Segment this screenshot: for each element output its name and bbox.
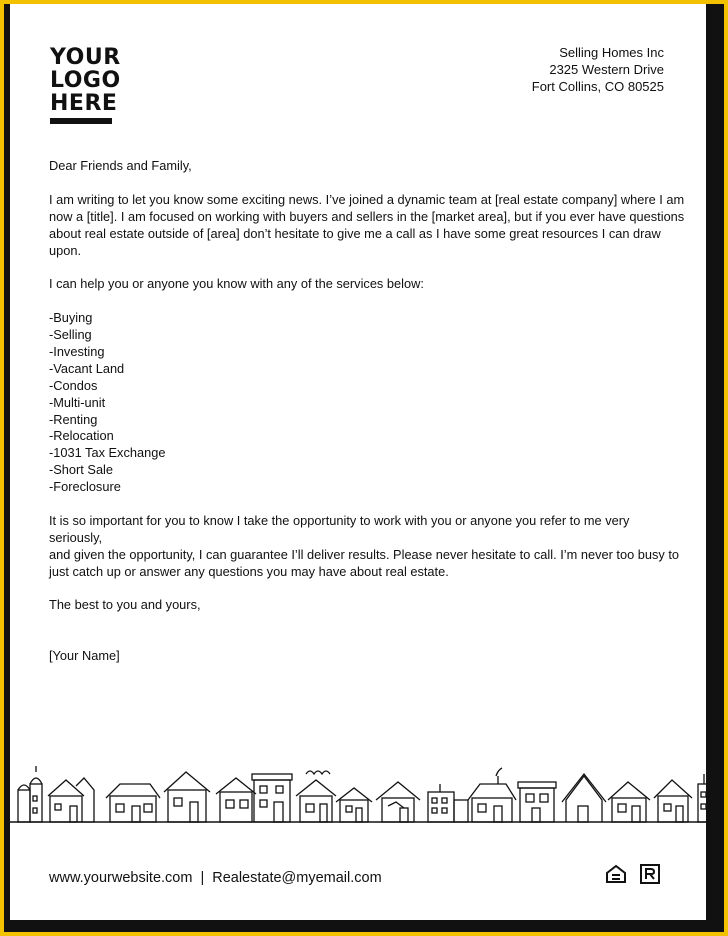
street-address: 2325 Western Drive: [549, 62, 664, 77]
signature-name: [Your Name]: [49, 648, 120, 664]
company-address: [532, 44, 664, 95]
house-drawing: [336, 788, 372, 822]
website-link[interactable]: www.yourwebsite.com: [49, 870, 193, 886]
city-state-zip: Fort Collins, CO 80525: [531, 79, 664, 94]
service-item: -Renting: [49, 411, 98, 427]
service-item: -Relocation: [49, 428, 114, 444]
paragraph-services-lead: I can help you or anyone you know with any of the services below:: [49, 276, 424, 292]
realtor-icon: [640, 864, 660, 884]
closing: The best to you and yours,: [49, 597, 201, 613]
logo-line-2: LOGO: [50, 68, 121, 93]
company-name: Selling Homes Inc: [559, 45, 664, 60]
house-drawing: [654, 780, 692, 822]
house-drawing: [164, 772, 210, 822]
logo-line-1: YOUR: [50, 45, 121, 70]
house-drawing: [48, 778, 94, 822]
house-drawing: [296, 771, 336, 822]
services-list: [49, 310, 685, 496]
equal-housing-icon: [606, 864, 626, 884]
logo-underline: [50, 118, 112, 124]
service-item: -Short Sale: [49, 462, 114, 478]
house-drawing: [698, 774, 714, 822]
contact-footer: [49, 870, 382, 886]
house-drawing: [376, 782, 420, 822]
paragraph-commitment: [49, 513, 685, 581]
email-link[interactable]: Realestate@myemail.com: [212, 870, 382, 886]
service-item: -Foreclosure: [49, 479, 121, 495]
house-drawing: [428, 784, 468, 822]
letter-body: [49, 158, 685, 682]
service-item: -1031 Tax Exchange: [49, 445, 166, 461]
house-drawing: [106, 784, 160, 822]
logo-line-3: HERE: [50, 91, 118, 116]
service-item: -Vacant Land: [49, 360, 125, 376]
service-item: -Selling: [49, 327, 92, 343]
signature-space: [49, 614, 685, 648]
footer-separator: |: [200, 870, 205, 886]
service-item: -Buying: [49, 310, 93, 326]
houses-illustration: [10, 766, 714, 836]
house-drawing: [518, 782, 556, 822]
house-drawing: [252, 774, 292, 822]
house-drawing: [608, 782, 650, 822]
service-item: -Multi-unit: [49, 394, 106, 410]
paragraph-commitment-line1: It is so important for you to know I take the opportunity to work with you or anyone you refer to me very seriously,: [49, 512, 630, 545]
house-drawing: [468, 768, 516, 822]
compliance-badges: [606, 864, 660, 884]
house-drawing: [18, 766, 42, 822]
house-drawing: [216, 778, 256, 822]
paragraph-intro: I am writing to let you know some exciting news. I’ve joined a dynamic team at [real estate company] where I am now a [title]. I am focused on working with buyers and sellers in the [market area], but if you ever have questions about real estate outside of [area] don’t hesitate to give me a call as I have some great resources I can draw upon.: [49, 191, 685, 258]
letterhead-page: [10, 4, 714, 926]
house-drawing: [562, 774, 606, 822]
paragraph-commitment-line2: and given the opportunity, I can guarantee I’ll deliver results. Please never hesitate to call. I’m never too busy to just catch up or answer any questions you may have about real estate.: [49, 546, 680, 579]
service-item: -Investing: [49, 343, 105, 359]
greeting: Dear Friends and Family,: [49, 158, 192, 173]
logo-placeholder: [50, 45, 121, 124]
service-item: -Condos: [49, 377, 98, 393]
page-frame: [4, 4, 724, 932]
